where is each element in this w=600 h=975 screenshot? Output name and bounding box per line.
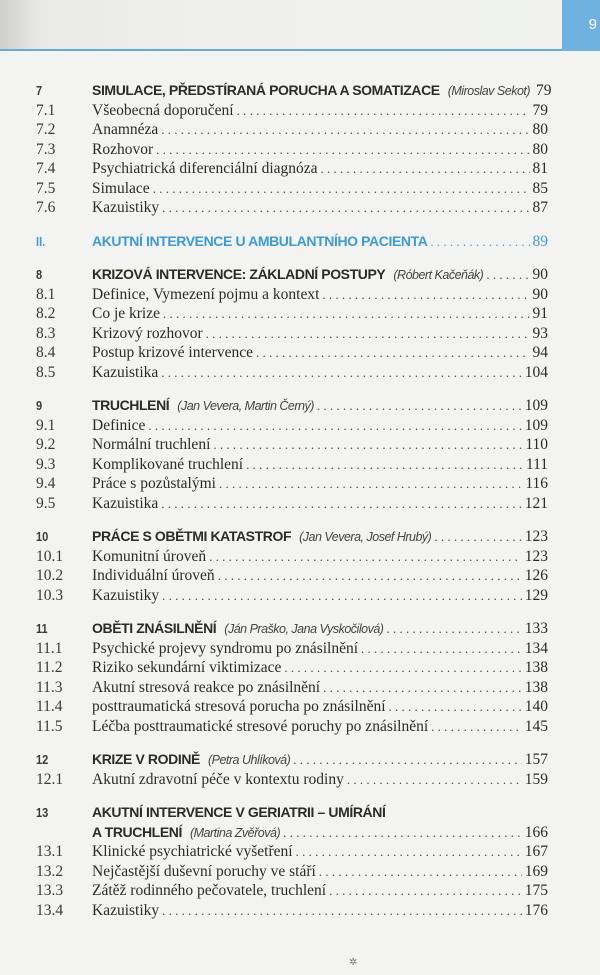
chapter-authors: (Miroslav Sekot) <box>447 84 531 98</box>
entry-title: Kazuistiky <box>92 199 160 216</box>
chapter-number: 9 <box>36 398 43 413</box>
chapter-page: 90 <box>532 266 548 283</box>
entry-number: 11.4 <box>36 698 63 715</box>
chapter-authors: (Róbert Kačeňák) <box>393 268 484 282</box>
entry-title: Kazuistika <box>92 494 159 512</box>
chapter-number: 11 <box>36 621 48 636</box>
toc-chapter-row-continued <box>36 823 548 843</box>
dot-leader <box>163 304 529 324</box>
toc-entry <box>36 842 548 862</box>
toc-chapter-row <box>36 232 548 252</box>
entry-title: Všeobecná doporučení <box>92 101 234 119</box>
entry-number: 8.5 <box>36 363 56 381</box>
toc-entry <box>36 901 548 921</box>
dot-leader <box>162 901 522 921</box>
entry-page: 104 <box>524 363 548 381</box>
toc-section <box>36 81 552 218</box>
chapter-authors: (Ján Praško, Jana Vyskočilová) <box>224 622 384 636</box>
toc-entry <box>36 343 548 363</box>
chapter-title: PRÁCE S OBĚTMI KATASTROF <box>92 528 292 544</box>
toc-entry <box>36 697 548 717</box>
dot-leader <box>162 586 522 606</box>
entry-title: Komunitní úroveň <box>92 547 207 565</box>
entry-page: 90 <box>532 285 548 303</box>
entry-page: 145 <box>524 717 548 735</box>
entry-title: Nejčastější duševní poruchy ve stáří <box>92 862 316 880</box>
chapter-authors: (Martina Zvěřová) <box>189 825 281 840</box>
entry-number: 7.6 <box>36 199 56 216</box>
chapter-page: 166 <box>524 823 548 841</box>
toc-chapter-row <box>36 803 548 823</box>
toc-section <box>36 265 548 382</box>
entry-title: Postup krizové intervence <box>92 344 253 361</box>
chapter-authors: (Jan Vevera, Josef Hrubý) <box>299 530 432 544</box>
entry-page: 85 <box>532 179 548 197</box>
toc-section <box>36 527 548 605</box>
entry-number: 8.2 <box>36 305 56 322</box>
entry-page: 80 <box>532 121 548 138</box>
dot-leader <box>209 547 522 567</box>
chapter-number: 8 <box>36 267 43 282</box>
toc-section <box>36 232 548 252</box>
entry-title: Psychiatrická diferenciální diagnóza <box>92 160 318 177</box>
toc-entry <box>36 159 548 179</box>
chapter-page: 123 <box>524 528 548 545</box>
toc-section <box>36 750 548 789</box>
chapter-number: 7 <box>36 83 43 98</box>
toc-entry <box>36 455 548 475</box>
chapter-title: OBĚTI ZNÁSILNĚNÍ <box>92 620 217 636</box>
entry-title: Akutní zdravotní péče v kontextu rodiny <box>92 770 344 788</box>
dot-leader <box>322 285 529 305</box>
entry-title: Akutní stresová reakce po znásilnění <box>92 678 321 696</box>
entry-title: Riziko sekundární viktimizace <box>92 659 282 676</box>
entry-title: Práce s pozůstalými <box>92 475 216 492</box>
entry-title: Co je krize <box>92 305 161 322</box>
toc-entry <box>36 566 548 586</box>
entry-number: 7.3 <box>36 140 56 158</box>
toc-entry <box>36 363 548 383</box>
dot-leader <box>256 343 530 363</box>
entry-page: 140 <box>524 698 548 715</box>
entry-page: 134 <box>524 639 548 657</box>
entry-page: 159 <box>524 770 548 788</box>
dot-leader <box>430 232 529 252</box>
dot-leader <box>434 527 521 547</box>
entry-number: 7.2 <box>36 121 56 138</box>
entry-page: 138 <box>524 678 548 696</box>
entry-page: 176 <box>524 901 548 919</box>
table-of-contents <box>36 81 552 934</box>
toc-entry <box>36 586 548 606</box>
entry-number: 10.3 <box>36 586 64 604</box>
entry-number: 10.2 <box>36 567 64 584</box>
entry-number: 13.4 <box>36 901 64 919</box>
dot-leader <box>329 881 522 901</box>
toc-entry <box>36 658 548 678</box>
chapter-page: 109 <box>524 397 548 414</box>
toc-entry <box>36 120 548 140</box>
dot-leader <box>283 823 522 843</box>
chapter-title: TRUCHLENÍ <box>92 397 170 413</box>
header-rule <box>0 49 562 51</box>
toc-entry <box>36 639 548 659</box>
entry-page: 80 <box>532 140 548 158</box>
chapter-page: 157 <box>524 751 548 768</box>
page-number: 9 <box>588 16 597 33</box>
dot-leader <box>156 140 529 160</box>
entry-number: 11.2 <box>36 659 63 676</box>
entry-title: posttraumatická stresová porucha po znásilnění <box>92 698 386 715</box>
toc-entry <box>36 474 548 494</box>
toc-entry <box>36 678 548 698</box>
entry-title: Definice, Vymezení pojmu a kontext <box>92 285 320 303</box>
toc-entry <box>36 179 548 199</box>
entry-number: 11.5 <box>36 717 63 735</box>
chapter-page: 79 <box>536 82 552 99</box>
entry-page: 123 <box>524 547 548 565</box>
entry-page: 94 <box>532 344 548 361</box>
dot-leader <box>162 198 529 218</box>
running-header <box>0 0 600 49</box>
toc-chapter-row <box>36 527 548 547</box>
dot-leader <box>148 416 521 436</box>
chapter-title: AKUTNÍ INTERVENCE V GERIATRII – UMÍRÁNÍ <box>92 804 386 820</box>
entry-number: 11.1 <box>36 639 63 657</box>
dot-leader <box>246 455 523 475</box>
dot-leader <box>386 619 521 639</box>
entry-number: 13.1 <box>36 843 64 860</box>
entry-page: 93 <box>532 324 548 342</box>
entry-page: 91 <box>532 305 548 322</box>
entry-page: 169 <box>524 862 548 880</box>
dot-leader <box>213 435 522 455</box>
toc-chapter-row <box>36 265 548 285</box>
entry-title: Rozhovor <box>92 140 154 158</box>
entry-number: 10.1 <box>36 547 64 565</box>
entry-page: 129 <box>524 586 548 604</box>
entry-page: 116 <box>525 475 548 492</box>
entry-title: Simulace <box>92 179 150 197</box>
entry-page: 175 <box>524 882 548 899</box>
toc-chapter-row <box>36 81 552 101</box>
dot-leader <box>321 159 530 179</box>
entry-number: 9.4 <box>36 475 56 492</box>
entry-page: 111 <box>525 455 548 473</box>
toc-entry <box>36 324 548 344</box>
entry-title: Komplikované truchlení <box>92 455 244 473</box>
chapter-number: 10 <box>36 529 49 544</box>
chapter-title: KRIZOVÁ INTERVENCE: ZÁKLADNÍ POSTUPY <box>92 266 386 282</box>
dot-leader <box>218 566 522 586</box>
entry-title: Psychické projevy syndromu po znásilnění <box>92 639 359 657</box>
entry-number: 8.4 <box>36 344 56 361</box>
dot-leader <box>161 120 529 140</box>
dot-leader <box>284 658 521 678</box>
dot-leader <box>161 363 521 383</box>
entry-page: 87 <box>532 199 548 216</box>
toc-entry <box>36 547 548 567</box>
entry-title: Léčba posttraumatické stresové poruchy po znásilnění <box>92 717 429 735</box>
entry-title: Kazuistika <box>92 363 159 381</box>
entry-page: 79 <box>532 101 548 119</box>
chapter-title: AKUTNÍ INTERVENCE U AMBULANTNÍHO PACIENTA <box>92 232 428 249</box>
print-speck: ✲ <box>349 957 358 968</box>
toc-chapter-row <box>36 750 548 770</box>
entry-number: 8.1 <box>36 285 56 303</box>
entry-title: Zátěž rodinného pečovatele, truchlení <box>92 882 327 899</box>
chapter-page: 133 <box>524 620 548 637</box>
toc-entry <box>36 770 548 790</box>
entry-title: Definice <box>92 416 146 434</box>
dot-leader <box>347 770 522 790</box>
chapter-title-line2: A TRUCHLENÍ <box>92 823 182 840</box>
toc-entry <box>36 285 548 305</box>
entry-page: 138 <box>524 659 548 676</box>
chapter-page: 89 <box>532 232 548 250</box>
entry-number: 12.1 <box>36 770 64 788</box>
toc-section <box>36 619 548 736</box>
toc-chapter-row <box>36 396 548 416</box>
dot-leader <box>153 179 530 199</box>
chapter-number: 12 <box>36 752 49 767</box>
entry-number: 13.2 <box>36 862 64 880</box>
toc-chapter-row <box>36 619 548 639</box>
entry-page: 167 <box>524 843 548 860</box>
entry-number: 7.5 <box>36 179 56 197</box>
chapter-number: 13 <box>36 805 49 820</box>
entry-number: 8.3 <box>36 324 56 342</box>
entry-page: 81 <box>532 160 548 177</box>
entry-number: 11.3 <box>36 678 63 696</box>
toc-entry <box>36 416 548 436</box>
entry-title: Klinické psychiatrické vyšetření <box>92 843 293 860</box>
dot-leader <box>161 494 521 514</box>
toc-entry <box>36 494 548 514</box>
dot-leader <box>319 862 522 882</box>
toc-entry <box>36 101 548 121</box>
toc-section <box>36 803 548 920</box>
entry-title: Kazuistiky <box>92 586 160 604</box>
entry-number: 9.5 <box>36 494 56 512</box>
toc-entry <box>36 140 548 160</box>
chapter-title: SIMULACE, PŘEDSTÍRANÁ PORUCHA A SOMATIZACE <box>92 82 440 98</box>
entry-number: 7.1 <box>36 101 56 119</box>
entry-title: Individuální úroveň <box>92 567 215 584</box>
dot-leader <box>486 265 529 285</box>
toc-section <box>36 396 548 513</box>
entry-number: 9.1 <box>36 416 56 434</box>
toc-entry <box>36 304 548 324</box>
dot-leader <box>219 474 522 494</box>
entry-title: Normální truchlení <box>92 436 211 453</box>
toc-entry <box>36 435 548 455</box>
chapter-title: KRIZE V RODINĚ <box>92 751 200 767</box>
entry-page: 121 <box>524 494 548 512</box>
entry-number: 7.4 <box>36 160 56 177</box>
chapter-number: II. <box>36 233 46 249</box>
entry-number: 9.3 <box>36 455 56 473</box>
dot-leader <box>431 717 522 737</box>
entry-title: Anamnéza <box>92 121 159 138</box>
dot-leader <box>389 697 522 717</box>
entry-number: 13.3 <box>36 882 64 899</box>
page-number-tab <box>562 0 600 51</box>
dot-leader <box>323 678 522 698</box>
dot-leader <box>296 842 522 862</box>
dot-leader <box>317 396 522 416</box>
entry-title: Kazuistiky <box>92 901 160 919</box>
entry-title: Krizový rozhovor <box>92 324 203 342</box>
dot-leader <box>361 639 522 659</box>
chapter-authors: (Petra Uhlíková) <box>207 753 291 767</box>
dot-leader <box>237 101 530 121</box>
dot-leader <box>206 324 530 344</box>
toc-entry <box>36 862 548 882</box>
entry-page: 109 <box>524 416 548 434</box>
toc-entry <box>36 717 548 737</box>
entry-page: 126 <box>524 567 548 584</box>
entry-number: 9.2 <box>36 436 56 453</box>
toc-entry <box>36 198 548 218</box>
toc-entry <box>36 881 548 901</box>
chapter-authors: (Jan Vevera, Martin Černý) <box>177 399 314 413</box>
dot-leader <box>293 750 521 770</box>
entry-page: 110 <box>525 436 548 453</box>
